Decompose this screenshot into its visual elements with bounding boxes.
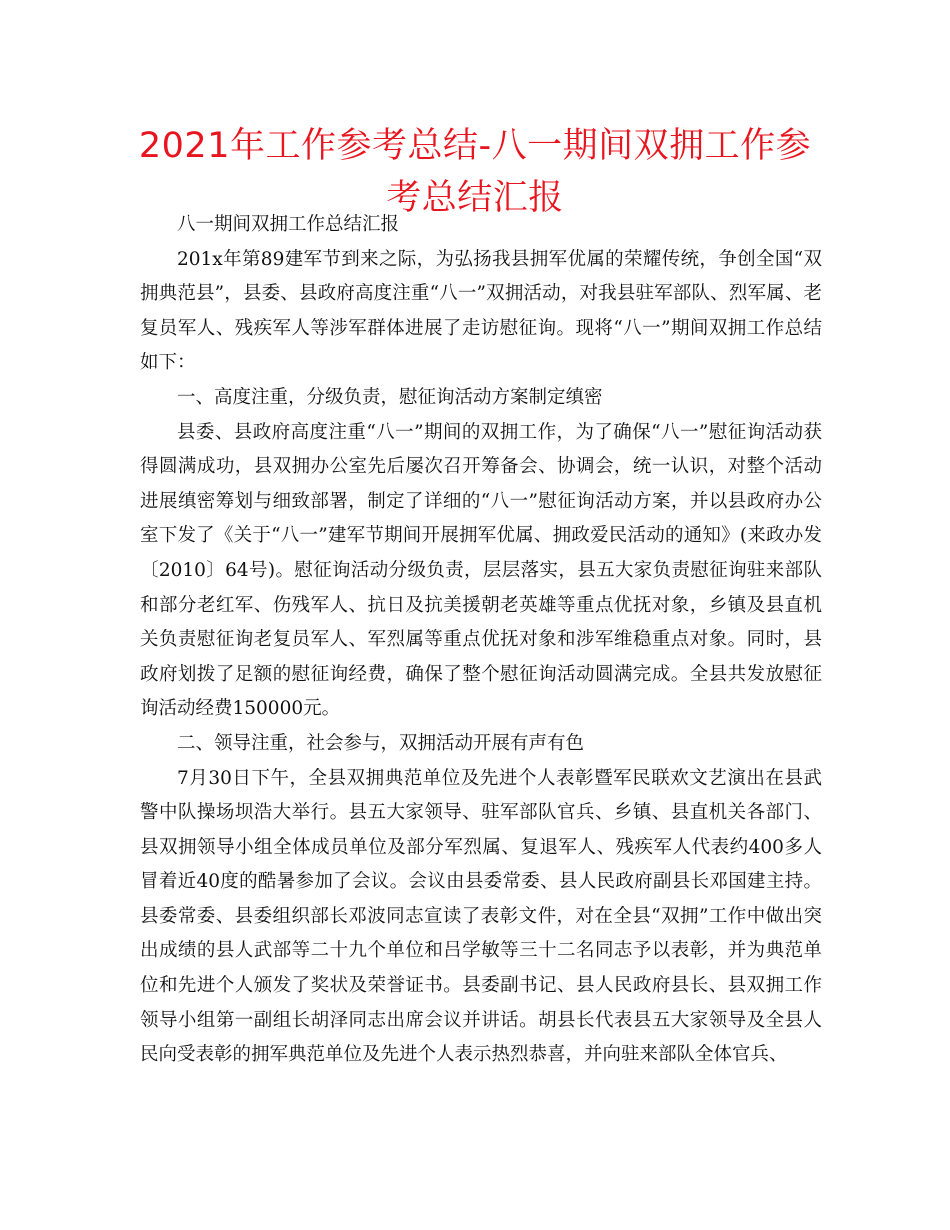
paragraph-section-1: 县委、县政府高度注重“八一”期间的双拥工作，为了确保“八一”慰征询活动获得圆满成功，县双拥办公室先后屡次召开筹备会、协调会，统一认识，对整个活动进展缜密筹划与细致部署，制定了详细的“八一”慰征询活动方案，并以县政府办公室下发了《关于“八一”建军节期间开展拥军优属、拥政爱民活动的通知》(来政办发〔2010〕64号)。慰征询活动分级负责，层层落实，县五大家负责慰征询驻来部队和部分老红军、伤残军人、抗日及抗美援朝老英雄等重点优抚对象，乡镇及县直机关负责慰征询老复员军人、军烈属等重点优抚对象和涉军维稳重点对象。同时，县政府划拨了足额的慰征询经费，确保了整个慰征询活动圆满完成。全县共发放慰征询活动经费150000元。 (140, 421, 822, 720)
paragraph-subtitle: 八一期间双拥工作总结汇报 (177, 214, 400, 235)
document-title: 2021年工作参考总结-八一期间双拥工作参考总结汇报 (138, 126, 812, 218)
paragraph-section-2: 7月30日下午，全县双拥典范单位及先进个人表彰暨军民联欢文艺演出在县武警中队操场坝浩大举行。县五大家领导、驻军部队官兵、乡镇、县直机关各部门、县双拥领导小组全体成员单位及部分军烈属、复退军人、残疾军人代表约400多人冒着近40度的酷暑参加了会议。会议由县委常委、县人民政府副县长邓国建主持。县委常委、县委组织部长邓波同志宣读了表彰文件，对在全县“双拥”工作中做出突出成绩的县人武部等二十九个单位和吕学敏等三十二名同志予以表彰，并为典范单位和先进个人颁发了奖状及荣誉证书。县委副书记、县人民政府县长、县双拥工作领导小组第一副组长胡泽同志出席会议并讲话。胡县长代表县五大家领导及全县人民向受表彰的拥军典范单位及先进个人表示热烈恭喜，并向驻来部队全体官兵、 (140, 767, 822, 1066)
section-heading-2: 二、领导注重，社会参与，双拥活动开展有声有色 (177, 732, 585, 754)
document-body (140, 208, 822, 1073)
paragraph-intro: 201x年第89建军节到来之际，为弘扬我县拥军优属的荣耀传统，争创全国“双拥典范县”，县委、县政府高度注重“八一”双拥活动，对我县驻军部队、烈军属、老复员军人、残疾军人等涉军群体进展了走访慰征询。现将“八一”期间双拥工作总结如下： (140, 248, 822, 374)
section-heading-1: 一、高度注重，分级负责，慰征询活动方案制定缜密 (177, 386, 603, 408)
